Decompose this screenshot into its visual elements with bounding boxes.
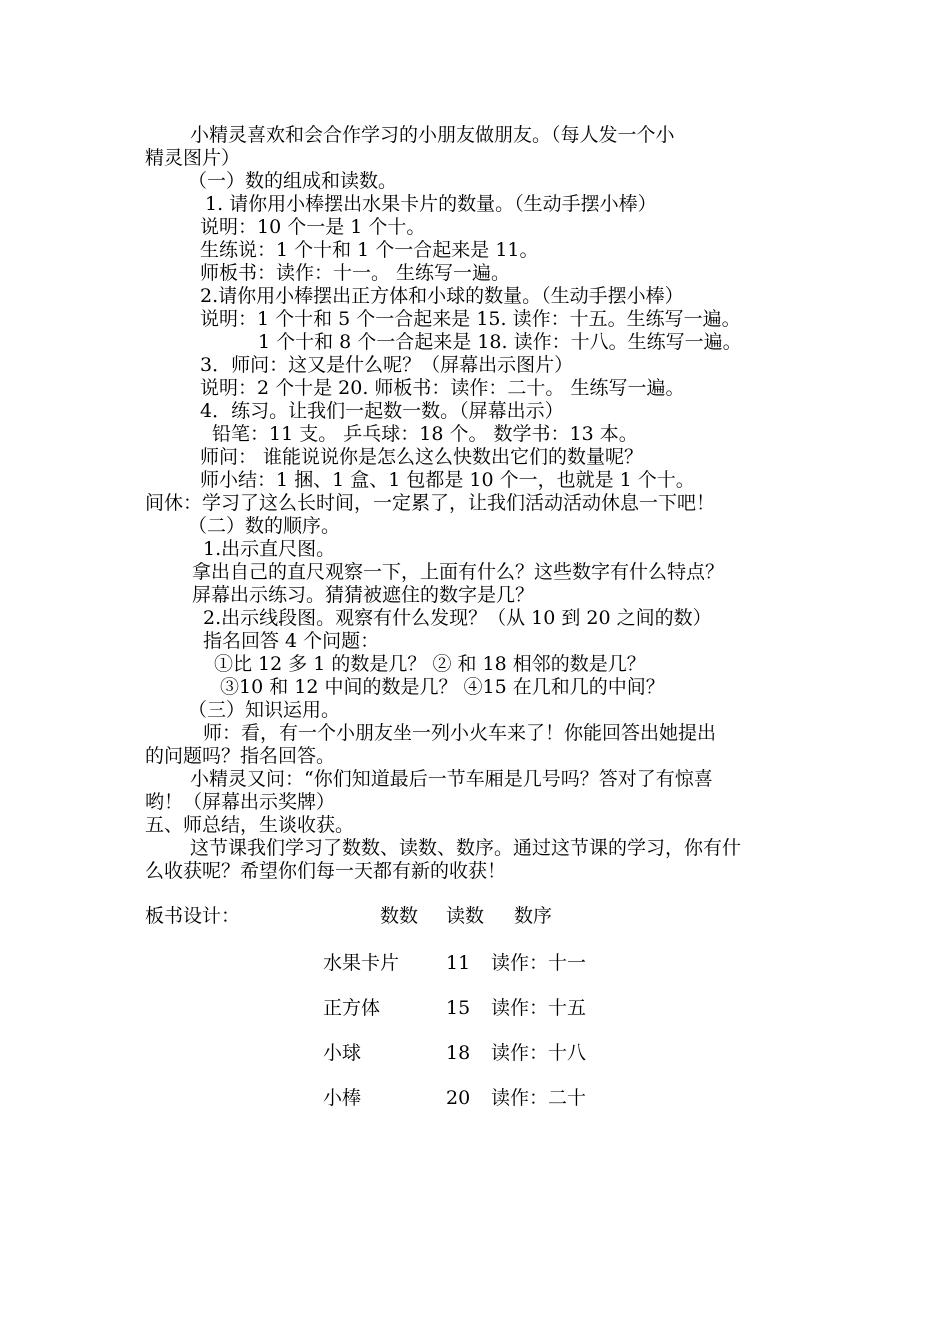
board-number: 11 [446, 952, 471, 974]
text-line: 师板书：读作：十一。 生练写一遍。 [200, 262, 511, 284]
board-header: 数数 [380, 905, 419, 927]
text-line: 2.请你用小棒摆出正方体和小球的数量。（生动手摆小棒） [200, 285, 684, 307]
board-item: 小球 [323, 1042, 362, 1064]
text-line: 1 个十和 8 个一合起来是 18. 读作：十八。生练写一遍。 [258, 331, 742, 353]
section-heading: （一）数的组成和读数。 [188, 170, 398, 192]
board-number: 20 [446, 1087, 471, 1109]
text-line: 小精灵又问：“你们知道最后一节车厢是几号吗？答对了有惊喜 [190, 768, 713, 790]
text-line: 说明：10 个一是 1 个十。 [200, 216, 426, 238]
text-line: 拿出自己的直尺观察一下，上面有什么？这些数字有什么特点？ [192, 561, 725, 583]
text-line: 4．练习。让我们一起数一数。（屏幕出示） [200, 400, 564, 422]
board-number: 15 [446, 997, 471, 1019]
board-number: 18 [446, 1042, 471, 1064]
text-line: 说明：1 个十和 5 个一合起来是 15. 读作：十五。生练写一遍。 [200, 308, 741, 330]
text-line: 哟！（屏幕出示奖牌） [145, 791, 336, 813]
text-line: ①比 12 多 1 的数是几？ ② 和 18 相邻的数是几？ [214, 653, 646, 675]
text-line: 说明：2 个十是 20. 师板书：读作：二十。 生练写一遍。 [200, 377, 685, 399]
text-line: 指名回答 4 个问题： [203, 630, 380, 652]
board-reading: 读作：十八 [491, 1042, 587, 1064]
text-line: 1. 请你用小棒摆出水果卡片的数量。（生动手摆小棒） [205, 193, 657, 215]
board-header: 数序 [514, 905, 553, 927]
section-heading: 五、师总结，生谈收获。 [145, 814, 355, 836]
section-heading: （三）知识运用。 [188, 699, 341, 721]
text-line: 么收获呢？希望你们每一天都有新的收获！ [145, 860, 507, 882]
text-line: 这节课我们学习了数数、读数、数序。通过这节课的学习，你有什 [190, 837, 742, 859]
text-line: 小精灵喜欢和会合作学习的小朋友做朋友。（每人发一个小 [190, 124, 675, 146]
text-line: 间休：学习了这么长时间，一定累了，让我们活动活动休息一下吧！ [145, 492, 716, 514]
board-item: 小棒 [323, 1087, 362, 1109]
text-line: 铅笔：11 支。 乒乓球：18 个。 数学书：13 本。 [212, 423, 638, 445]
board-item: 正方体 [323, 997, 381, 1019]
section-heading: （二）数的顺序。 [188, 515, 341, 537]
board-reading: 读作：十五 [491, 997, 587, 1019]
board-item: 水果卡片 [323, 952, 400, 974]
text-line: 精灵图片） [145, 147, 241, 169]
board-header: 读数 [446, 905, 485, 927]
board-label: 板书设计： [145, 905, 241, 927]
text-line: 师问： 谁能说说你是怎么这么快数出它们的数量呢？ [200, 446, 644, 468]
text-line: 2.出示线段图。观察有什么发现？（从 10 到 20 之间的数） [203, 607, 712, 629]
text-line: 的问题吗？指名回答。 [145, 745, 336, 767]
text-line: 师：看，有一个小朋友坐一列小火车来了！你能回答出她提出 [203, 722, 717, 744]
board-reading: 读作：二十 [491, 1087, 587, 1109]
text-line: ③10 和 12 中间的数是几？ ④15 在几和几的中间？ [220, 676, 665, 698]
text-line: 3．师问：这又是什么呢？（屏幕出示图片） [200, 354, 574, 376]
text-line: 生练说：1 个十和 1 个一合起来是 11。 [200, 239, 539, 261]
board-reading: 读作：十一 [491, 952, 587, 974]
text-line: 1.出示直尺图。 [203, 538, 336, 560]
text-line: 师小结：1 捆、1 盒、1 包都是 10 个一，也就是 1 个十。 [200, 469, 695, 491]
text-line: 屏幕出示练习。猜猜被遮住的数字是几？ [192, 584, 535, 606]
